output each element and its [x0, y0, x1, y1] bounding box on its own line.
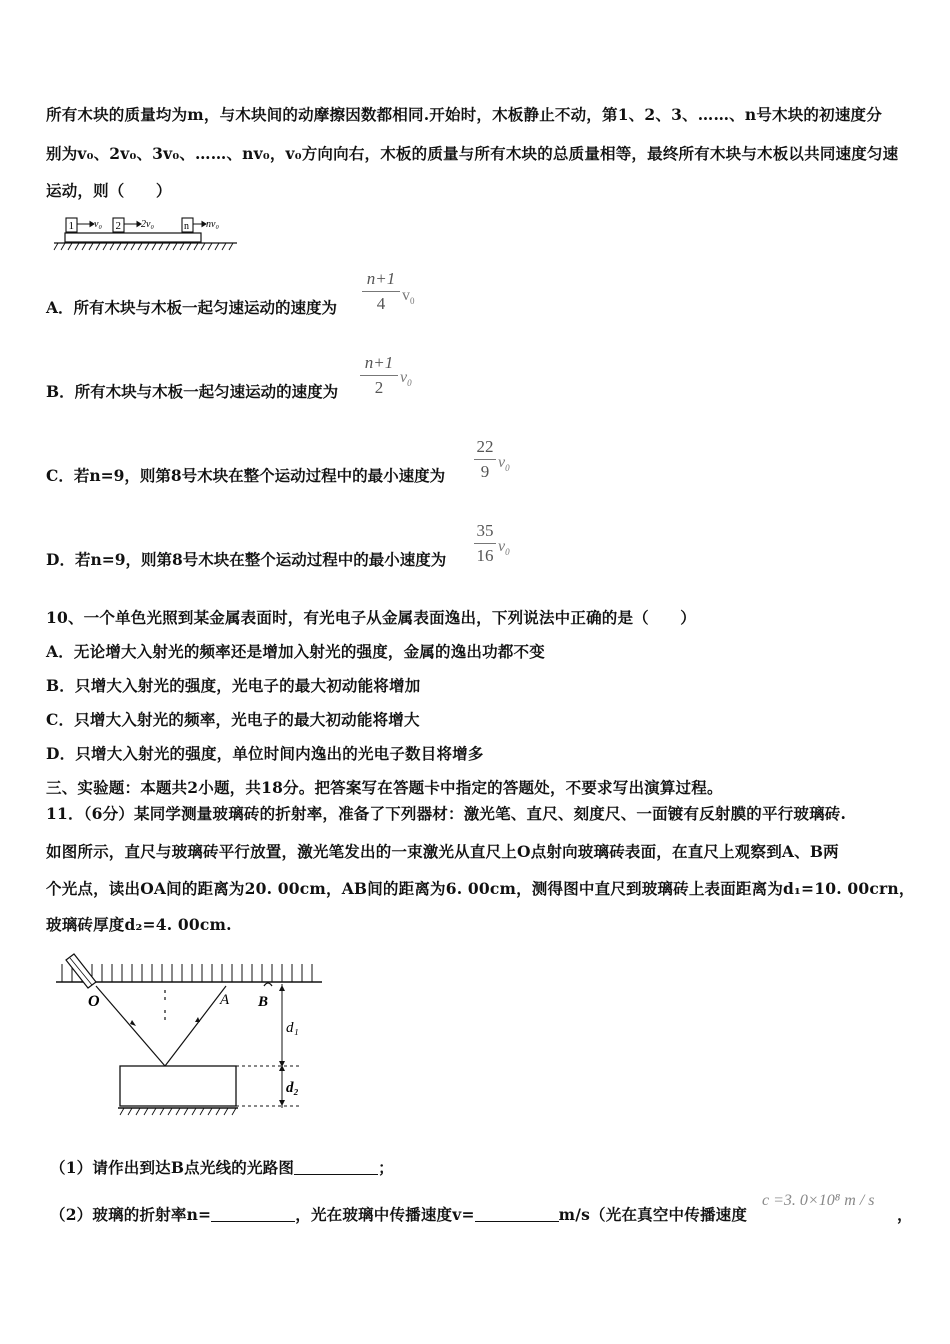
block-1-label: 1 — [68, 220, 74, 232]
q11-sub2-text-a: （2）玻璃的折射率n= — [50, 1205, 212, 1224]
q11-v-answer-blank[interactable] — [475, 1207, 559, 1222]
d2-label: d₂ — [286, 1080, 299, 1096]
q9-option-c-v0: $v_0$ — [498, 454, 510, 474]
q11-light-speed-formula: c =3. 0×10⁸ m / s — [762, 1192, 875, 1209]
section-3-heading: 三、实验题：本题共2小题，共18分。把答案写在答题卡中指定的答题处，不要求写出演算过程。 — [46, 778, 723, 797]
fraction-numerator: 35 — [476, 521, 494, 540]
block-n-label: n — [184, 221, 189, 232]
q9-option-b-fraction — [360, 354, 398, 397]
q11-sub2 — [50, 1203, 747, 1225]
q10-option-d: D．只增大入射光的强度，单位时间内逸出的光电子数目将增多 — [46, 744, 484, 763]
q9-stem-line2: 别为v₀、2v₀、3v₀、……、nv₀，v₀方向向右，木板的质量与所有木块的总质量相等，最终所有木块与木板以共同速度匀速 — [46, 144, 899, 163]
q10-option-c: C．只增大入射光的频率，光电子的最大初动能将增大 — [46, 710, 420, 729]
q9-option-a-fraction — [362, 270, 400, 313]
q11-optics-figure — [52, 950, 332, 1118]
point-o-label: O — [88, 993, 100, 1010]
q11-stem-line2: 如图所示，直尺与玻璃砖平行放置，激光笔发出的一束激光从直尺上O点射向玻璃砖表面，在直尺上观察到A、B两 — [46, 842, 839, 861]
q9-option-b: B．所有木块与木板一起匀速运动的速度为 — [46, 382, 339, 401]
q11-sub1-answer-blank[interactable] — [294, 1160, 378, 1175]
fraction-denominator: 2 — [374, 378, 384, 397]
q9-option-a-v0: $v_0$ — [402, 287, 415, 307]
q9-stem-line1: 所有木块的质量均为m，与木块间的动摩擦因数都相同.开始时，木板静止不动，第1、2、3、……、n号木块的初速度分 — [46, 105, 882, 124]
q11-stem-line4: 玻璃砖厚度d₂=4. 00cm. — [46, 915, 232, 934]
velocity-label-2: 2v₀ — [141, 219, 154, 230]
fraction-denominator: 9 — [480, 462, 490, 481]
q11-sub2-text-b: ，光在玻璃中传播速度v= — [295, 1205, 475, 1224]
q9-option-d-fraction — [474, 522, 496, 565]
q11-stem-line3: 个光点，读出OA间的距离为20. 00cm，AB间的距离为6. 00cm，测得图中直尺到玻璃砖上表面距离为d₁=10. 00crn， — [46, 879, 915, 898]
block-2-label: 2 — [115, 220, 121, 232]
fraction-numerator: n+1 — [366, 269, 396, 288]
q11-sub1-end: ； — [378, 1158, 394, 1177]
q9-blocks-figure — [52, 210, 242, 252]
velocity-label-n: nv₀ — [206, 219, 219, 230]
q10-stem: 10、一个单色光照到某金属表面时，有光电子从金属表面逸出，下列说法中正确的是（ ） — [46, 608, 696, 627]
q9-option-d-v0: $v_0$ — [498, 538, 510, 558]
q9-option-c-fraction — [474, 438, 496, 481]
fraction-denominator: 4 — [376, 294, 386, 313]
q9-option-a: A．所有木块与木板一起匀速运动的速度为 — [46, 298, 338, 317]
q11-sub1-text: （1）请作出到达B点光线的光路图 — [50, 1158, 295, 1177]
fraction-numerator: n+1 — [364, 353, 394, 372]
velocity-label-1: v₀ — [94, 219, 102, 230]
point-b-label: B — [258, 994, 269, 1010]
q9-option-b-v0: $v_0$ — [400, 369, 412, 389]
q9-option-d: D．若n=9，则第8号木块在整个运动过程中的最小速度为 — [46, 550, 447, 569]
q10-option-b: B．只增大入射光的强度，光电子的最大初动能将增加 — [46, 676, 421, 695]
point-a-label: A — [220, 992, 230, 1008]
q9-option-c: C．若n=9，则第8号木块在整个运动过程中的最小速度为 — [46, 466, 446, 485]
d1-label: d₁ — [286, 1020, 299, 1036]
fraction-numerator: 22 — [476, 437, 494, 456]
fraction-denominator: 16 — [476, 546, 494, 565]
q11-stem-line1: 11．（6分）某同学测量玻璃砖的折射率，准备了下列器材：激光笔、直尺、刻度尺、一面镀有反射膜的平行玻璃砖. — [46, 804, 847, 823]
q11-sub1 — [50, 1156, 394, 1178]
q11-sub2-text-c: m/s（光在真空中传播速度 — [558, 1205, 748, 1224]
q11-sub2-end: ， — [897, 1205, 913, 1224]
q10-option-a: A．无论增大入射光的频率还是增加入射光的强度，金属的逸出功都不变 — [46, 642, 545, 661]
q11-n-answer-blank[interactable] — [211, 1207, 295, 1222]
q9-stem-line3: 运动，则（ ） — [46, 181, 172, 200]
